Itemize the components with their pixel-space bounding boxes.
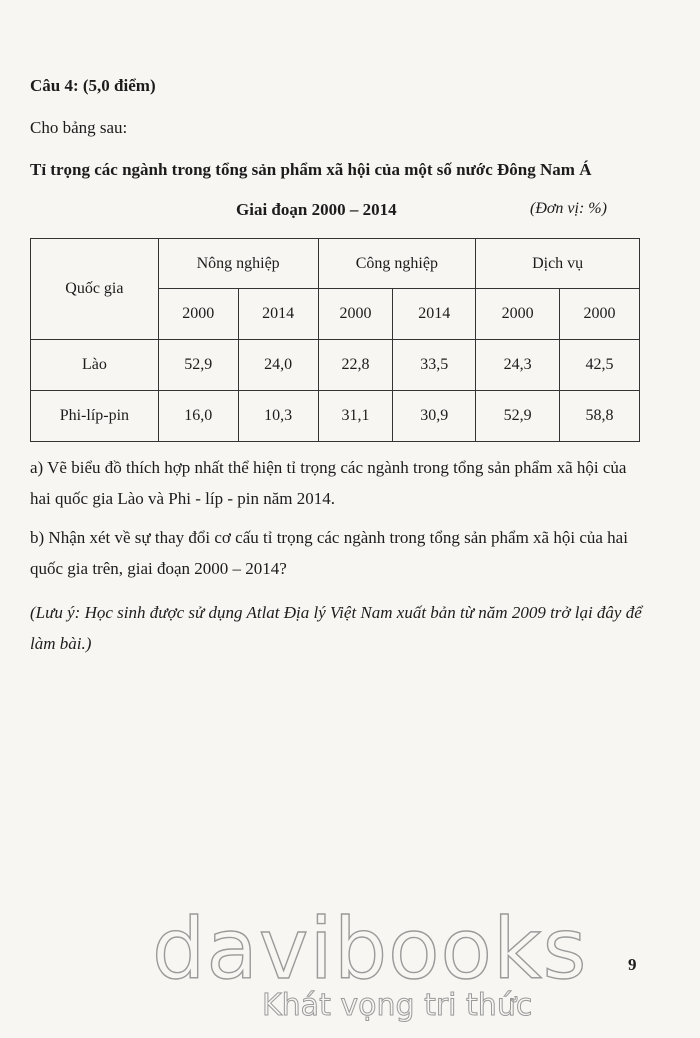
value-cell: 10,3 [238, 391, 318, 442]
intro-text: Cho bảng sau: [30, 118, 128, 137]
question-a: a) Vẽ biểu đồ thích hợp nhất thể hiện tỉ trọng các ngành trong tổng sản phẩm xã hội của hai quốc gia Lào và Phi - líp - pin năm 2014. [30, 458, 627, 508]
value-cell: 16,0 [158, 391, 238, 442]
value-cell: 24,0 [238, 340, 318, 391]
value-cell: 58,8 [560, 391, 640, 442]
sector-header-services: Dịch vụ [476, 239, 640, 289]
watermark-logo: davibooks [152, 900, 588, 998]
value-cell: 30,9 [393, 391, 476, 442]
table-row [31, 340, 640, 391]
year-header: 2000 [318, 289, 393, 340]
value-cell: 42,5 [560, 340, 640, 391]
year-header: 2000 [158, 289, 238, 340]
year-header: 2000 [476, 289, 560, 340]
table-period: Giai đoạn 2000 – 2014 [236, 200, 397, 219]
sector-header-industry: Công nghiệp [318, 239, 476, 289]
year-header: 2014 [393, 289, 476, 340]
year-header: 2014 [238, 289, 318, 340]
watermark-slogan: Khát vọng tri thức [262, 988, 533, 1023]
value-cell: 24,3 [476, 340, 560, 391]
table-title: Tỉ trọng các ngành trong tổng sản phẩm xã hội của một số nước Đông Nam Á [30, 160, 592, 179]
value-cell: 31,1 [318, 391, 393, 442]
value-cell: 33,5 [393, 340, 476, 391]
country-header: Quốc gia [31, 239, 159, 340]
country-cell: Lào [31, 340, 159, 391]
table-row [31, 391, 640, 442]
data-table [30, 238, 640, 442]
page-number: 9 [628, 955, 637, 974]
value-cell: 52,9 [476, 391, 560, 442]
year-header: 2000 [560, 289, 640, 340]
sector-header-agriculture: Nông nghiệp [158, 239, 318, 289]
question-heading: Câu 4: (5,0 điểm) [30, 76, 156, 95]
question-b: b) Nhận xét về sự thay đổi cơ cấu tỉ trọng các ngành trong tổng sản phẩm xã hội của hai quốc gia trên, giai đoạn 2000 – 2014? [30, 528, 628, 578]
table-unit: (Đơn vị: %) [530, 200, 607, 217]
value-cell: 52,9 [158, 340, 238, 391]
note-text: (Lưu ý: Học sinh được sử dụng Atlat Địa lý Việt Nam xuất bản từ năm 2009 trở lại đây để làm bài.) [30, 603, 642, 653]
country-cell: Phi-líp-pin [31, 391, 159, 442]
value-cell: 22,8 [318, 340, 393, 391]
